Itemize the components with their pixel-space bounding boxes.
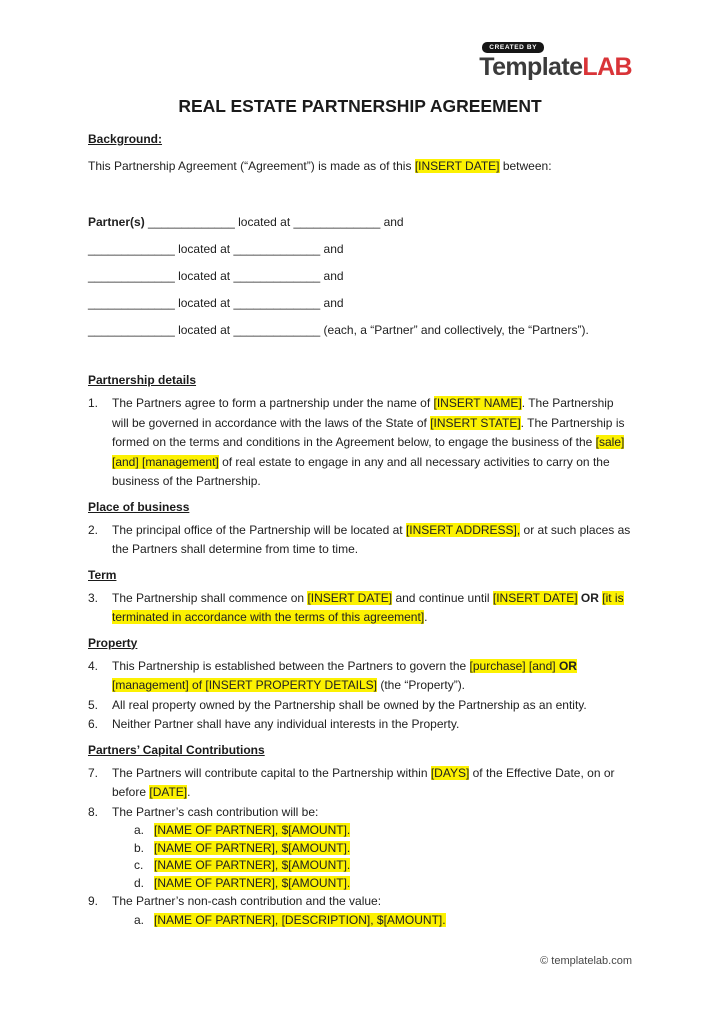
partner-amount-highlight: [NAME OF PARTNER], $[AMOUNT]. — [154, 858, 351, 872]
list-item-3 — [88, 589, 632, 628]
item-number: 2. — [88, 522, 99, 537]
item-number: 1. — [88, 396, 99, 410]
sub-item-letter: b. — [134, 840, 145, 855]
section-heading-property: Property — [88, 635, 138, 650]
section-heading-background: Background: — [88, 132, 163, 146]
item-text — [112, 521, 632, 560]
item-run: The Partnership shall commence on — [112, 590, 308, 605]
item-run: of the Effective Date, on or before — [112, 765, 615, 799]
item-run: The Partners agree to form a partnership under the name of — [112, 396, 434, 410]
list-item-4 — [88, 657, 632, 696]
section-heading-term: Term — [88, 567, 117, 582]
sale-management-highlight: [sale] [and] [management] — [112, 435, 625, 469]
sub-list-item — [134, 857, 632, 875]
partner-line: _____________ located at _____________ and — [88, 296, 344, 310]
intro-paragraph — [88, 158, 632, 174]
item-number: 5. — [88, 697, 99, 712]
item-text-block — [112, 892, 632, 929]
sub-item-letter: a. — [134, 823, 145, 837]
sub-item-text — [154, 912, 632, 930]
sub-item-letter: a. — [134, 912, 145, 927]
partner-line — [88, 214, 632, 230]
item-number: 4. — [88, 658, 99, 673]
list-item-2 — [88, 521, 632, 560]
termination-clause-highlight: [it is terminated in accordance with the terms of this agreement] — [112, 590, 624, 624]
sub-list-item — [134, 822, 632, 840]
insert-state-highlight: [INSERT STATE] — [430, 415, 521, 430]
item-text: The Partner’s non-cash contribution and the value: — [112, 894, 382, 908]
partner-line: _____________ located at _____________ and — [88, 269, 344, 283]
insert-date-highlight: [INSERT DATE] — [307, 590, 393, 605]
item-run: The principal office of the Partnership will be located at — [112, 522, 406, 537]
page-title: REAL ESTATE PARTNERSHIP AGREEMENT — [178, 96, 542, 116]
sub-list-item — [134, 912, 632, 930]
days-highlight: [DAYS] — [430, 765, 470, 780]
header — [88, 36, 632, 80]
item-run: or at such places as the Partners shall determine from time to time. — [112, 522, 631, 556]
sub-item-letter: d. — [134, 875, 145, 890]
footer-copyright: © templatelab.com — [540, 955, 632, 967]
item-text — [112, 764, 632, 803]
sub-item-text — [154, 840, 632, 858]
created-by-badge: CREATED BY — [482, 42, 544, 53]
item-run: The Partners will contribute capital to the Partnership within — [112, 765, 431, 780]
item-run: and continue until — [392, 590, 493, 605]
section-heading-partnership-details: Partnership details — [88, 373, 197, 387]
partner-amount-highlight: [NAME OF PARTNER], $[AMOUNT]. — [154, 840, 351, 855]
item-run: . The Partnership will be governed in accordance with the laws of the State of — [112, 396, 614, 430]
partner-line: _____________ located at _____________ (each, a “Partner” and collectively, the “Partners”). — [88, 323, 589, 337]
sub-item-text — [154, 857, 632, 875]
sub-list-item — [134, 840, 632, 858]
item-text — [112, 394, 632, 492]
item-number: 9. — [88, 894, 99, 908]
item-number: 7. — [88, 765, 99, 780]
section-heading-capital-contributions: Partners’ Capital Contributions — [88, 742, 265, 757]
purchase-and-highlight: [purchase] [and] — [469, 658, 559, 673]
insert-date-highlight: [INSERT DATE] — [414, 159, 500, 173]
item-run: . — [424, 610, 428, 624]
item-run: This Partnership is established between the Partners to govern the — [112, 658, 470, 673]
list-item-5 — [88, 696, 632, 716]
item-text: The Partner’s cash contribution will be: — [112, 804, 319, 819]
insert-date-highlight: [INSERT DATE] — [492, 590, 578, 605]
intro-text: between: — [499, 159, 552, 173]
list-item-9 — [88, 892, 632, 929]
brand-wordmark — [479, 55, 632, 80]
item-text — [112, 589, 632, 628]
or-connector: OR — [577, 590, 603, 605]
item-number: 3. — [88, 590, 99, 605]
templatelab-logo — [479, 36, 632, 80]
item-text-block — [112, 803, 632, 893]
item-text: All real property owned by the Partnership shall be owned by the Partnership as an entity. — [112, 697, 587, 712]
brand-lab-text: LAB — [582, 53, 632, 81]
item-run: of real estate to engage in any and all necessary activities to carry on the business of the Partnership. — [112, 454, 610, 488]
partner-description-amount-highlight: [NAME OF PARTNER], [DESCRIPTION], $[AMOUNT]. — [154, 912, 446, 927]
intro-text: This Partnership Agreement (“Agreement”) is made as of this — [88, 159, 415, 173]
section-heading-place-of-business: Place of business — [88, 499, 190, 514]
item-text — [112, 657, 632, 696]
list-item-7 — [88, 764, 632, 803]
sub-item-letter: c. — [134, 858, 144, 872]
item-number: 8. — [88, 804, 99, 819]
partner-line: _____________ located at _____________ and — [88, 242, 344, 256]
partner-blank-text: _____________ located at _____________ and — [144, 215, 404, 229]
partners-blanks-block — [88, 214, 632, 338]
list-item-6 — [88, 715, 632, 735]
partner-amount-highlight: [NAME OF PARTNER], $[AMOUNT]. — [154, 823, 351, 837]
item-run: . — [187, 785, 191, 799]
list-item-1 — [88, 394, 632, 492]
date-highlight: [DATE] — [149, 785, 188, 799]
item-text: Neither Partner shall have any individual interests in the Property. — [112, 717, 460, 731]
insert-name-highlight: [INSERT NAME] — [433, 396, 522, 410]
sub-item-text — [154, 822, 632, 840]
item-number: 6. — [88, 717, 99, 731]
item-run: (the “Property”). — [377, 678, 466, 692]
item-run: . The Partnership is formed on the terms and conditions in the Agreement below, to engage the business of the — [112, 415, 625, 449]
partner-amount-highlight: [NAME OF PARTNER], $[AMOUNT]. — [154, 875, 351, 890]
brand-template-text: Template — [479, 53, 583, 81]
sub-item-text — [154, 875, 632, 893]
insert-address-highlight: [INSERT ADDRESS], — [405, 522, 521, 537]
sub-list-item — [134, 875, 632, 893]
property-details-highlight: [management] of [INSERT PROPERTY DETAILS] — [112, 678, 377, 692]
or-connector: OR — [558, 658, 577, 673]
partners-label: Partner(s) — [88, 215, 145, 229]
list-item-8 — [88, 803, 632, 893]
